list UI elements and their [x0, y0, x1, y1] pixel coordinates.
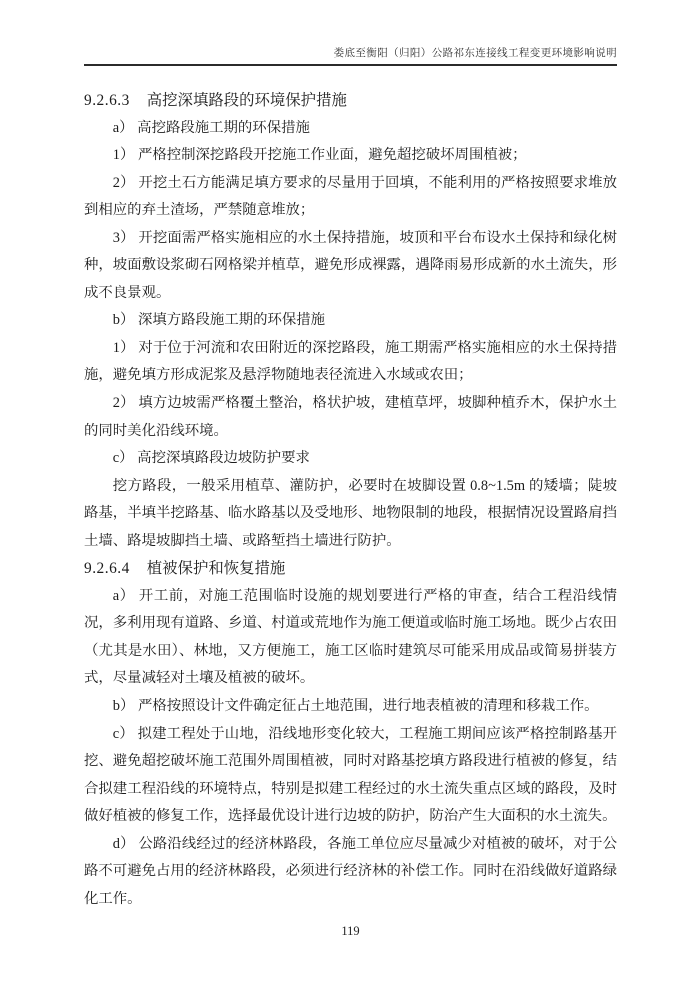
section-number: 9.2.6.4 [84, 560, 130, 578]
paragraph-item-1b: 1） 对于位于河流和农田附近的深挖路段，施工期需严格实施相应的水土保持措施，避免填方形成泥浆及悬浮物随地表径流进入水域或农田； [84, 339, 617, 384]
paragraph-excavation-detail: 挖方路段，一般采用植草、灌防护，必要时在坡脚设置 0.8~1.5m 的矮墙；陡坡路基，半填半挖路基、临水路基以及受地形、地物限制的地段，根据情况设置路肩挡土墙、路堤坡脚挡土墙、或路堑挡土墙进行防护。 [84, 477, 617, 549]
paragraph-d-economic-forest: d） 公路沿线经过的经济林路段，各施工单位应尽量减少对植被的破坏，对于公路不可避免占用的经济林路段，必须进行经济林的补偿工作。同时在沿线做好道路绿化工作。 [84, 835, 617, 907]
paragraph-a-high-cut: a） 高挖路段施工期的环保措施 [112, 119, 310, 136]
paragraph-item-2b: 2） 填方边坡需严格覆土整治，格状护坡，建植草坪，坡脚种植乔木，保护水土的同时美化沿线环境。 [84, 395, 617, 439]
running-title: 娄底至衡阳（归阳）公路祁东连接线工程变更环境影响说明 [333, 48, 617, 59]
document-body [84, 87, 617, 913]
section-heading-9263 [84, 87, 617, 115]
paragraph-item-1: 1） 严格控制深挖路段开挖施工作业面，避免超挖破坏周围植被； [112, 147, 527, 164]
paragraph-c-slope-protection: c） 高挖深填路段边坡防护要求 [112, 450, 310, 467]
paragraph-item-2: 2） 开挖土石方能满足填方要求的尽量用于回填，不能利用的严格按照要求堆放到相应的弃土渣场，严禁随意堆放； [84, 174, 617, 219]
page-header [84, 47, 617, 66]
section-number: 9.2.6.3 [84, 92, 130, 109]
section-heading-9264 [84, 555, 617, 583]
section-title: 植被保护和恢复措施 [146, 560, 286, 578]
section-title: 高挖深填路段的环境保护措施 [146, 92, 347, 109]
paragraph-b-deep-fill: b） 深填方路段施工期的环保措施 [112, 312, 326, 329]
page-footer [84, 924, 617, 939]
paragraph-a-pre-construction: a） 开工前，对施工范围临时设施的规划要进行严格的审查，结合工程沿线情况，多利用现有道路、乡道、村道或荒地作为施工便道或临时施工场地。既少占农田（尤其是水田）、林地，又方便施工，施工区临时建筑尽可能采用成品或简易拼装方式，尽量减轻对土壤及植被的破坏。 [84, 587, 617, 687]
page-number: 119 [341, 924, 360, 939]
header-rule [84, 64, 617, 66]
paragraph-c-mountain-terrain: c） 拟建工程处于山地，沿线地形变化较大，工程施工期间应该严格控制路基开挖、避免超挖破坏施工范围外周围植被，同时对路基挖填方路段进行植被的修复，结合拟建工程沿线的环境特点，特别是拟建工程经过的水土流失重点区域的路段，及时做好植被的修复工作，选择最优设计进行边坡的防护，防治产生大面积的水土流失。 [84, 725, 617, 825]
paragraph-b-land-scope: b） 严格按照设计文件确定征占土地范围，进行地表植被的清理和移栽工作。 [112, 698, 599, 715]
paragraph-item-3: 3） 开挖面需严格实施相应的水土保持措施，坡顶和平台布设水土保持和绿化树种，坡面敷设浆砌石网格梁并植草，避免形成裸露，遇降雨易形成新的水土流失，形成不良景观。 [84, 229, 617, 301]
